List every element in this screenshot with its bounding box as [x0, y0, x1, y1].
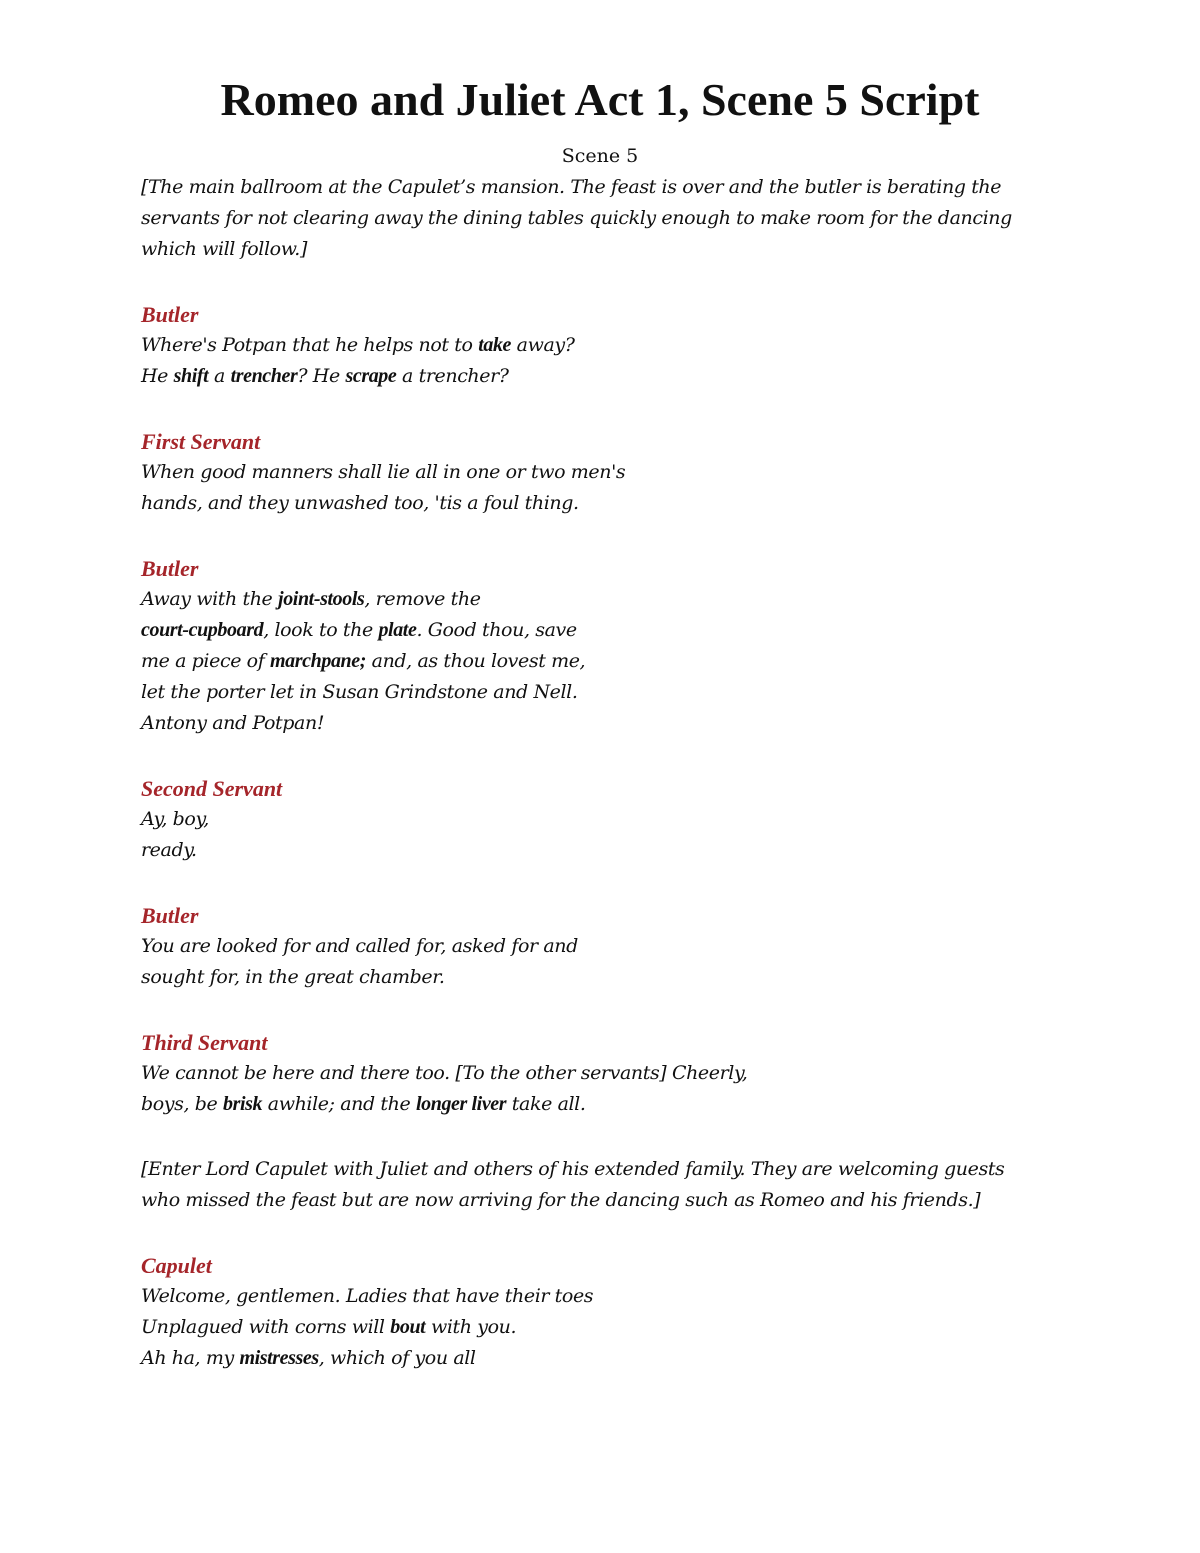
paragraph-gap [141, 519, 1041, 553]
key-term: take [478, 334, 512, 356]
speech-first-servant [141, 426, 1041, 519]
speech-line: We cannot be here and there too. [To the other servants] Cheerly, [141, 1062, 748, 1084]
scene-label: Scene 5 [561, 145, 639, 167]
key-term: longer liver [415, 1093, 507, 1115]
speech-line: me a piece of marchpane; and, as thou lovest me, [141, 650, 586, 672]
speech-line: hands, and they unwashed too, 'tis a foul thing. [141, 492, 579, 514]
stage-direction-entrance [141, 1154, 1041, 1216]
key-term: joint-stools [278, 588, 365, 610]
paragraph-gap [141, 392, 1041, 426]
key-term: mistresses [239, 1347, 319, 1369]
stage-direction-opening [141, 172, 1041, 265]
key-term: court-cupboard [141, 619, 264, 641]
speech-line: When good manners shall lie all in one or two men's [141, 461, 626, 483]
key-term: bout [390, 1316, 426, 1338]
speaker-name: Butler [141, 302, 199, 327]
key-term: plate [378, 619, 417, 641]
paragraph-gap [141, 1216, 1041, 1250]
stage-direction-line: which will follow.] [141, 238, 307, 260]
key-term: marchpane; [270, 650, 367, 672]
speech-line: sought for, in the great chamber. [141, 966, 445, 988]
speech-line: Unplagued with corns will bout with you. [141, 1316, 517, 1338]
script-body [141, 172, 1041, 1374]
speaker-name: Butler [141, 556, 199, 581]
speech-butler-2 [141, 553, 1041, 739]
stage-direction-line: servants for not clearing away the dining tables quickly enough to make room for the dancing [141, 207, 1012, 229]
stage-direction-line: who missed the feast but are now arriving for the dancing such as Romeo and his friends.] [141, 1189, 981, 1211]
speaker-name: First Servant [141, 429, 261, 454]
speech-butler-3 [141, 900, 1041, 993]
stage-direction-line: [Enter Lord Capulet with Juliet and others of his extended family. They are welcoming guests [141, 1158, 1005, 1180]
document-title: Romeo and Juliet Act 1, Scene 5 Script [220, 74, 980, 125]
speaker-name: Second Servant [141, 776, 283, 801]
speech-line: Welcome, gentlemen. Ladies that have their toes [141, 1285, 594, 1307]
key-term: shift [173, 365, 209, 387]
speech-line: Ah ha, my mistresses, which of you all [141, 1347, 476, 1369]
paragraph-gap [141, 866, 1041, 900]
speech-capulet [141, 1250, 1041, 1374]
speech-line: ready. [141, 839, 197, 861]
paragraph-gap [141, 265, 1041, 299]
paragraph-gap [141, 993, 1041, 1027]
speech-line: He shift a trencher? He scrape a trencher? [141, 365, 509, 387]
speech-line: Ay, boy, [141, 808, 209, 830]
key-term: scrape [345, 365, 397, 387]
speech-line: let the porter let in Susan Grindstone and Nell. [141, 681, 578, 703]
speech-line: boys, be brisk awhile; and the longer liver take all. [141, 1093, 586, 1115]
speech-line: You are looked for and called for, asked for and [141, 935, 578, 957]
key-term: trencher [230, 365, 298, 387]
speech-line: Antony and Potpan! [141, 712, 325, 734]
paragraph-gap [141, 1120, 1041, 1154]
speaker-name: Butler [141, 903, 199, 928]
speech-butler-1 [141, 299, 1041, 392]
speech-third-servant [141, 1027, 1041, 1120]
speech-second-servant [141, 773, 1041, 866]
stage-direction-line: [The main ballroom at the Capulet’s mansion. The feast is over and the butler is berating the [141, 176, 1002, 198]
speech-line: Where's Potpan that he helps not to take away? [141, 334, 575, 356]
speaker-name: Capulet [141, 1253, 212, 1278]
paragraph-gap [141, 739, 1041, 773]
key-term: brisk [223, 1093, 263, 1115]
speaker-name: Third Servant [141, 1030, 268, 1055]
speech-line: Away with the joint-stools, remove the [141, 588, 481, 610]
speech-line: court-cupboard, look to the plate. Good thou, save [141, 619, 577, 641]
